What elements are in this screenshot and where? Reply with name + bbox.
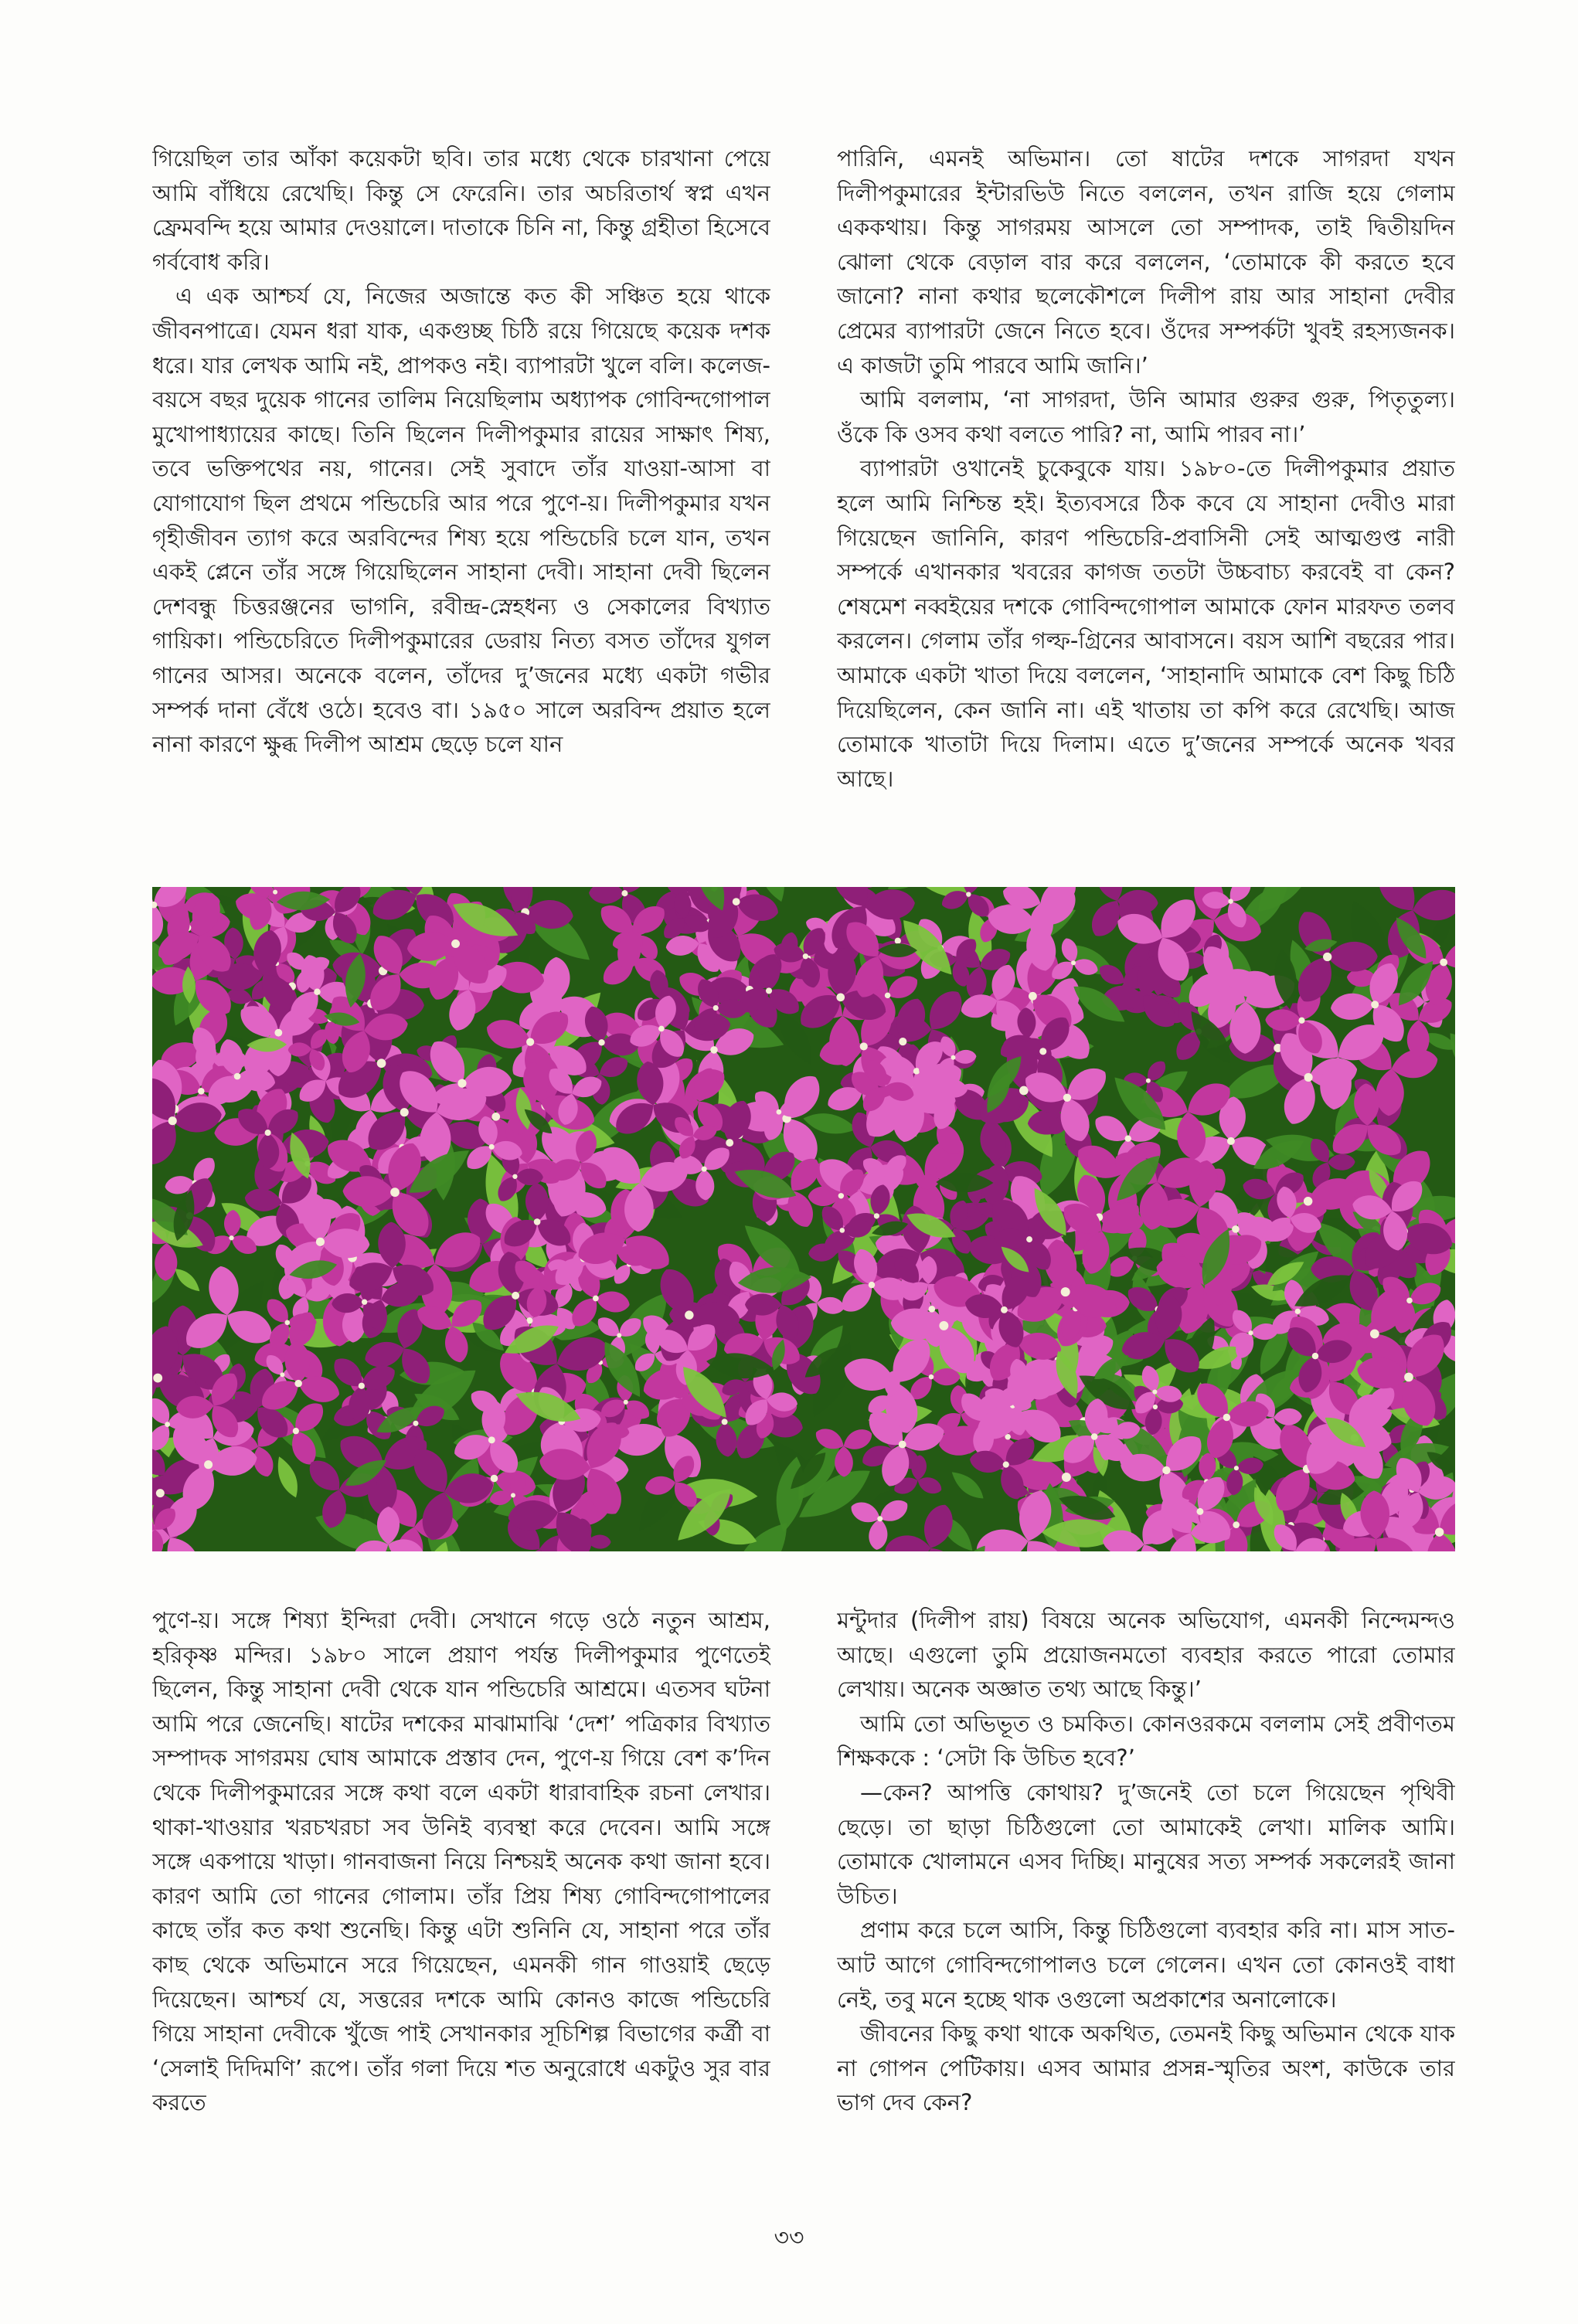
article-column-top-left bbox=[152, 141, 770, 806]
paragraph: প্রণাম করে চলে আসি, কিন্তু চিঠিগুলো ব্যবহার করি না। মাস সাত-আট আগে গোবিন্দগোপালও চলে গেলেন। এখন তো কোনওই বাধা নেই, তবু মনে হচ্ছে থাক ওগুলো অপ্রকাশের অনালোকে। bbox=[837, 1917, 1455, 2013]
paragraph: এ এক আশ্চর্য যে, নিজের অজান্তে কত কী সঞ্চিত হয়ে থাকে জীবনপাত্রে। যেমন ধরা যাক, একগুচ্ছ চিঠি রয়ে গিয়েছে কয়েক দশক ধরে। যার লেখক আমি নই, প্রাপকও নই। ব্যাপারটা খুলে বলি। কলেজ-বয়সে বছর দুয়েক গানের তালিম নিয়েছিলাম অধ্যাপক গোবিন্দগোপাল মুখোপাধ্যায়ের কাছে। তিনি ছিলেন দিলীপকুমার রায়ের সাক্ষাৎ শিষ্য, তবে ভক্তিপথের নয়, গানের। সেই সুবাদে তাঁর যাওয়া-আসা বা যোগাযোগ ছিল প্রথমে পন্ডিচেরি আর পরে পুণে-য়। দিলীপকুমার যখন গৃহীজীবন ত্যাগ করে অরবিন্দের শিষ্য হয়ে পন্ডিচেরি চলে যান, তখন একই প্লেনে তাঁর সঙ্গে গিয়েছিলেন সাহানা দেবী। সাহানা দেবী ছিলেন দেশবন্ধু চিত্তরঞ্জনের ভাগনি, রবীন্দ্র-স্নেহধন্য ও সেকালের বিখ্যাত গায়িকা। পন্ডিচেরিতে দিলীপকুমারের ডেরায় নিত্য বসত তাঁদের যুগল গানের আসর। অনেকে বলেন, তাঁদের দু’জনের মধ্যে একটা গভীর সম্পর্ক দানা বেঁধে ওঠে। হবেও বা। ১৯৫০ সালে অরবিন্দ প্রয়াত হলে নানা কারণে ক্ষুব্ধ দিলীপ আশ্রম ছেড়ে চলে যান bbox=[152, 283, 770, 758]
page-number: ৩৩ bbox=[774, 2224, 804, 2251]
paragraph: গিয়েছিল তার আঁকা কয়েকটা ছবি। তার মধ্যে থেকে চারখানা পেয়ে আমি বাঁধিয়ে রেখেছি। কিন্তু সে ফেরেনি। তার অচরিতার্থ স্বপ্ন এখন ফ্রেমবন্দি হয়ে আমার দেওয়ালে। দাতাকে চিনি না, কিন্তু গ্রহীতা হিসেবে গর্ববোধ করি। bbox=[152, 145, 770, 275]
paragraph: জীবনের কিছু কথা থাকে অকথিত, তেমনই কিছু অভিমান থেকে যাক না গোপন পেটিকায়। এসব আমার প্রসন্ন-স্মৃতির অংশ, কাউকে তার ভাগ দেব কেন? bbox=[837, 2020, 1455, 2116]
article-column-bottom-left bbox=[152, 1603, 770, 2198]
paragraph: আমি বললাম, ‘না সাগরদা, উনি আমার গুরুর গুরু, পিতৃতুল্য। ওঁকে কি ওসব কথা বলতে পারি? না, আমি পারব না।’ bbox=[837, 386, 1455, 447]
article-column-top-right bbox=[837, 141, 1455, 806]
paragraph: পারিনি, এমনই অভিমান। তো ষাটের দশকে সাগরদা যখন দিলীপকুমারের ইন্টারভিউ নিতে বললেন, তখন রাজি হয়ে গেলাম এককথায়। কিন্তু সাগরময় আসলে তো সম্পাদক, তাই দ্বিতীয়দিন ঝোলা থেকে বেড়াল বার করে বললেন, ‘তোমাকে কী করতে হবে জানো? নানা কথার ছলেকৌশলে দিলীপ রায় আর সাহানা দেবীর প্রেমের ব্যাপারটা জেনে নিতে হবে। ওঁদের সম্পর্কটা খুবই রহস্যজনক। এ কাজটা তুমি পারবে আমি জানি।’ bbox=[837, 145, 1455, 379]
paragraph: ব্যাপারটা ওখানেই চুকেবুকে যায়। ১৯৮০-তে দিলীপকুমার প্রয়াত হলে আমি নিশ্চিন্ত হই। ইত্যবসরে ঠিক কবে যে সাহানা দেবীও মারা গিয়েছেন জানিনি, কারণ পন্ডিচেরি-প্রবাসিনী সেই আত্মগুপ্ত নারী সম্পর্কে এখানকার খবরের কাগজ ততটা উচ্চবাচ্য করবেই বা কেন? শেষমেশ নব্বইয়ের দশকে গোবিন্দগোপাল আমাকে ফোন মারফত তলব করলেন। গেলাম তাঁর গল্ফ-গ্রিনের আবাসনে। বয়স আশি বছরের পার। আমাকে একটা খাতা দিয়ে বললেন, ‘সাহানাদি আমাকে বেশ কিছু চিঠি দিয়েছিলেন, কেন জানি না। এই খাতায় তা কপি করে রেখেছি। আজ তোমাকে খাতাটা দিয়ে দিলাম। এতে দু’জনের সম্পর্কে অনেক খবর আছে। bbox=[837, 455, 1455, 792]
bougainvillea-photo bbox=[152, 887, 1455, 1551]
paragraph: আমি তো অভিভূত ও চমকিত। কোনওরকমে বললাম সেই প্রবীণতম শিক্ষককে : ‘সেটা কি উচিত হবে?’ bbox=[837, 1710, 1455, 1772]
paragraph: —কেন? আপত্তি কোথায়? দু’জনেই তো চলে গিয়েছেন পৃথিবী ছেড়ে। তা ছাড়া চিঠিগুলো তো আমাকেই লেখা। মালিক আমি। তোমাকে খোলামনে এসব দিচ্ছি। মানুষের সত্য সম্পর্ক সকলেরই জানা উচিত। bbox=[837, 1779, 1455, 1909]
paragraph: মন্টুদার (দিলীপ রায়) বিষয়ে অনেক অভিযোগ, এমনকী নিন্দেমন্দও আছে। এগুলো তুমি প্রয়োজনমতো ব্যবহার করতে পারো তোমার লেখায়। অনেক অজ্ঞাত তথ্য আছে কিন্তু।’ bbox=[837, 1607, 1455, 1703]
photo-illustration bbox=[152, 887, 1455, 1551]
paragraph: পুণে-য়। সঙ্গে শিষ্যা ইন্দিরা দেবী। সেখানে গড়ে ওঠে নতুন আশ্রম, হরিকৃষ্ণ মন্দির। ১৯৮০ সালে প্রয়াণ পর্যন্ত দিলীপকুমার পুণেতেই ছিলেন, কিন্তু সাহানা দেবী থেকে যান পন্ডিচেরি আশ্রমে। এতসব ঘটনা আমি পরে জেনেছি। ষাটের দশকের মাঝামাঝি ‘দেশ’ পত্রিকার বিখ্যাত সম্পাদক সাগরময় ঘোষ আমাকে প্রস্তাব দেন, পুণে-য় গিয়ে বেশ ক’দিন থেকে দিলীপকুমারের সঙ্গে কথা বলে একটা ধারাবাহিক রচনা লেখার। থাকা-খাওয়ার খরচখরচা সব উনিই ব্যবস্থা করে দেবেন। আমি সঙ্গে সঙ্গে একপায়ে খাড়া। গানবাজনা নিয়ে নিশ্চয়ই অনেক কথা জানা হবে। কারণ আমি তো গানের গোলাম। তাঁর প্রিয় শিষ্য গোবিন্দগোপালের কাছে তাঁর কত কথা শুনেছি। কিন্তু এটা শুনিনি যে, সাহানা পরে তাঁর কাছ থেকে অভিমানে সরে গিয়েছেন, এমনকী গান গাওয়াই ছেড়ে দিয়েছেন। আশ্চর্য যে, সত্তরের দশকে আমি কোনও কাজে পন্ডিচেরি গিয়ে সাহানা দেবীকে খুঁজে পাই সেখানকার সূচিশিল্প বিভাগের কর্ত্রী বা ‘সেলাই দিদিমণি’ রূপে। তাঁর গলা দিয়ে শত অনুরোধে একটুও সুর বার করতে bbox=[152, 1607, 770, 2116]
article-column-bottom-right bbox=[837, 1603, 1455, 2198]
